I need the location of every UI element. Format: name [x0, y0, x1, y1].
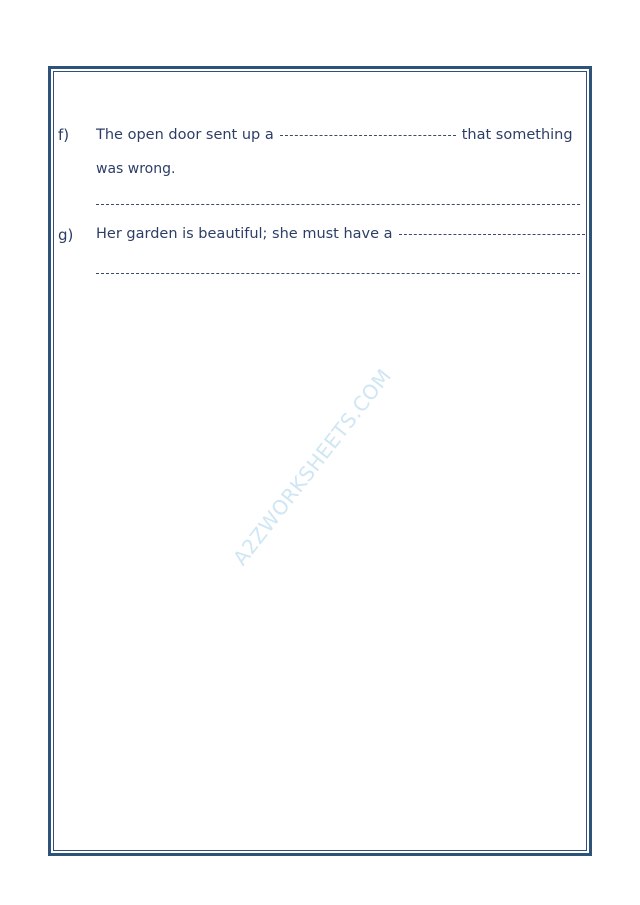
question-g-label: g)	[58, 226, 74, 244]
question-f-blank[interactable]	[280, 134, 456, 136]
question-f-text-after: that something	[461, 127, 573, 143]
question-f-label: f)	[58, 126, 70, 144]
question-g-line1	[96, 226, 591, 242]
question-f-line2: was wrong.	[96, 161, 176, 177]
question-g-text-before: Her garden is beautiful; she must have a	[96, 226, 393, 242]
watermark-text: A2ZWORKSHEETS.COM	[228, 363, 397, 570]
question-g-blank[interactable]	[399, 233, 585, 235]
question-f-text-before: The open door sent up a	[96, 127, 274, 143]
question-f-line1	[96, 127, 573, 143]
question-f-answer-line[interactable]	[96, 204, 580, 205]
question-g-answer-line[interactable]	[96, 273, 580, 274]
